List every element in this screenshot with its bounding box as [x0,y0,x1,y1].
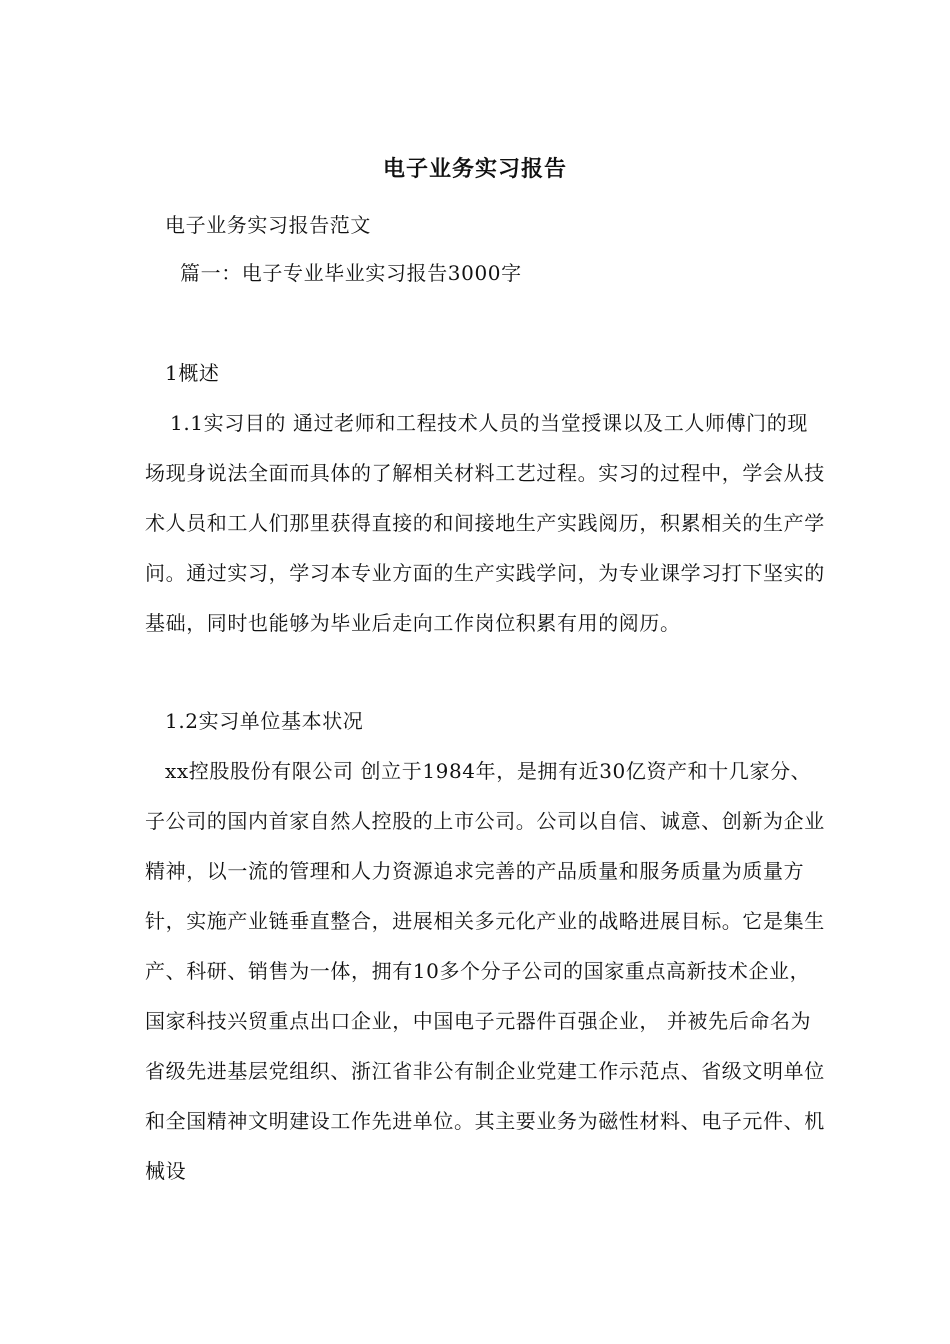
section-1-1-paragraph: 1.1实习目的 通过老师和工程技术人员的当堂授课以及工人师傅门的现场现身说法全面而具体的了解相关材料工艺过程。实习的过程中，学会从技术人员和工人们那里获得直接的和间接地生产实践阅历，积累相关的生产学问。通过实习，学习本专业方面的生产实践学问，为专业课学习打下坚实的基础，同时也能够为毕业后走向工作岗位积累有用的阅历。 [145,411,825,635]
section-heading-1-2: 1.2实习单位基本状况 [165,709,364,733]
section-1-2-paragraph: xx控股股份有限公司 创立于1984年，是拥有近30亿资产和十几家分、子公司的国内首家自然人控股的上市公司。公司以自信、诚意、创新为企业精神，以一流的管理和人力资源追求完善的产品质量和服务质量为质量方针，实施产业链垂直整合，进展相关多元化产业的战略进展目标。它是集生产、科研、销售为一体，拥有10多个分子公司的国家重点高新技术企业，国家科技兴贸重点出口企业，中国电子元器件百强企业， 并被先后命名为省级先进基层党组织、浙江省非公有制企业党建工作示范点、省级文明单位和全国精神文明建设工作先进单位。其主要业务为磁性材料、电子元件、机械设 [145,759,825,1183]
document-subtitle: 电子业务实习报告范文 [165,213,371,237]
section-heading-1: 1概述 [165,361,220,385]
article-heading: 篇一：电子专业毕业实习报告3000字 [180,261,522,285]
document-title: 电子业务实习报告 [382,156,567,182]
